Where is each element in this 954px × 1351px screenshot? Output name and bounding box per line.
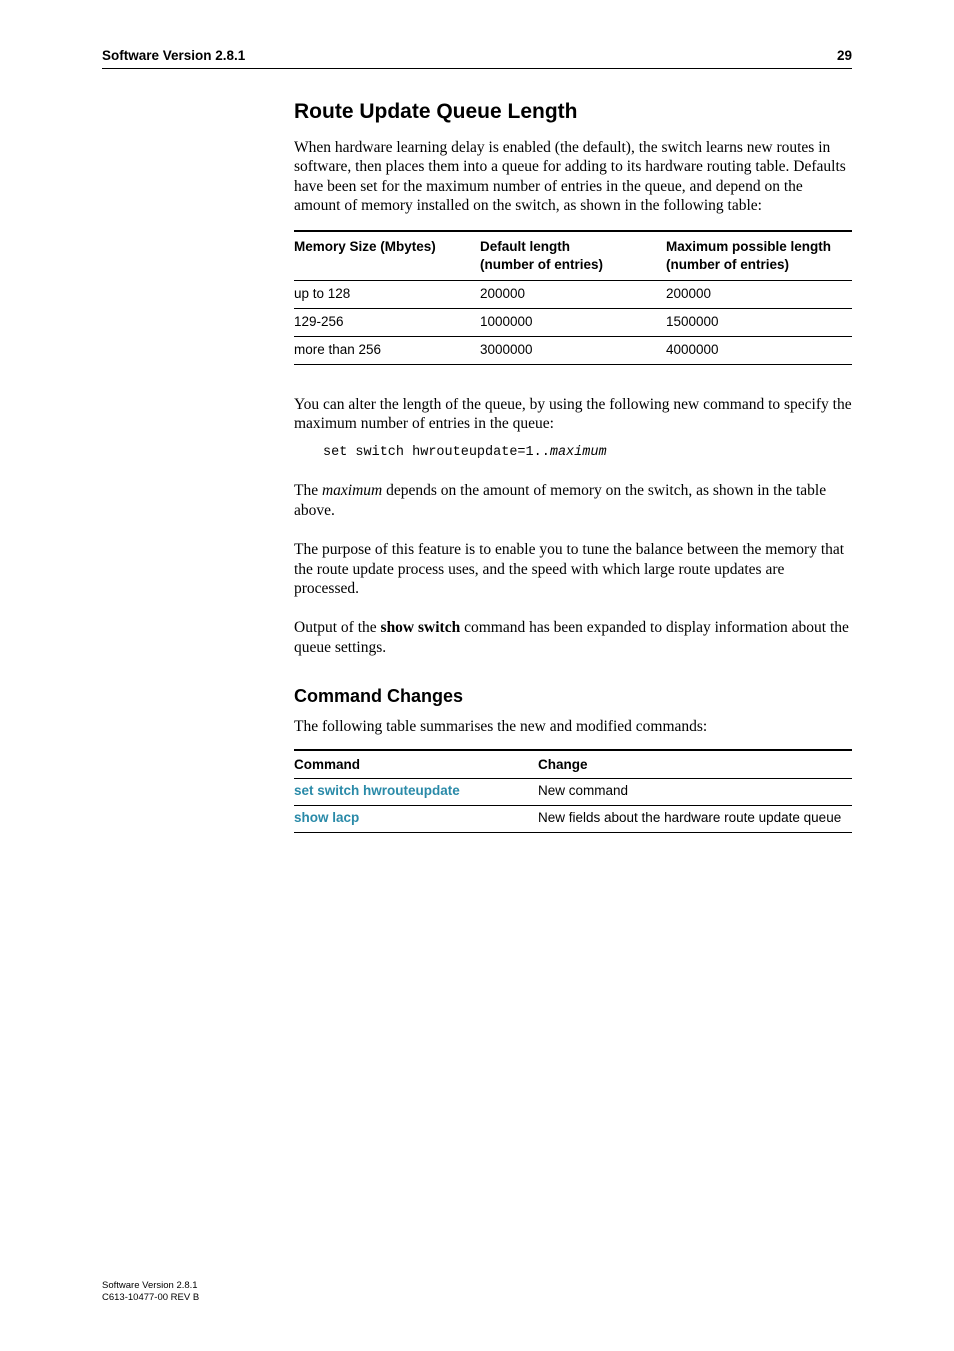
table-row bbox=[294, 308, 852, 336]
cell-default: 3000000 bbox=[480, 336, 666, 364]
alter-paragraph: You can alter the length of the queue, by using the following new command to specify the maximum number of entries in the queue: bbox=[294, 395, 852, 433]
maximum-text-post: depends on the amount of memory on the switch, as shown in the table above. bbox=[294, 482, 827, 519]
memory-table bbox=[294, 230, 852, 365]
header-maximum-length-line2: (number of entries) bbox=[666, 256, 790, 272]
page-header bbox=[102, 48, 852, 69]
cell-maximum: 200000 bbox=[666, 280, 852, 308]
footer-doc-code: C613-10477-00 REV B bbox=[102, 1292, 200, 1303]
page-number: 29 bbox=[836, 48, 852, 63]
cell-command bbox=[294, 805, 538, 832]
section-title-command-changes: Command Changes bbox=[294, 686, 464, 707]
header-change: Change bbox=[538, 750, 852, 779]
cell-change: New command bbox=[538, 778, 852, 805]
main-content bbox=[294, 96, 852, 833]
cell-memory: 129-256 bbox=[294, 308, 480, 336]
code-example bbox=[323, 443, 852, 463]
cell-default: 1000000 bbox=[480, 308, 666, 336]
header-default-length bbox=[480, 231, 666, 281]
table-header-row bbox=[294, 231, 852, 281]
output-paragraph bbox=[294, 618, 852, 657]
cell-memory: more than 256 bbox=[294, 336, 480, 364]
purpose-paragraph: The purpose of this feature is to enable you to tune the balance between the memory that the route update process uses, and the speed with which large route updates are processed. bbox=[294, 541, 845, 598]
cell-maximum: 4000000 bbox=[666, 336, 852, 364]
header-version: Software Version 2.8.1 bbox=[102, 48, 246, 63]
cell-change: New fields about the hardware route update queue bbox=[538, 805, 852, 832]
header-maximum-length bbox=[666, 231, 852, 281]
table-row bbox=[294, 805, 852, 832]
table-row bbox=[294, 280, 852, 308]
command-table bbox=[294, 749, 852, 833]
footer-version: Software Version 2.8.1 bbox=[102, 1280, 198, 1291]
output-text-post: command has been expanded to display information about the queue settings. bbox=[294, 619, 849, 656]
header-memory-size: Memory Size (Mbytes) bbox=[294, 231, 480, 281]
header-default-length-line2: (number of entries) bbox=[480, 256, 604, 272]
header-command: Command bbox=[294, 750, 538, 779]
code-argument: maximum bbox=[549, 445, 607, 461]
page-footer bbox=[102, 1280, 199, 1304]
cell-command bbox=[294, 778, 538, 805]
maximum-text-pre: The bbox=[294, 482, 322, 500]
header-maximum-length-line1: Maximum possible length bbox=[666, 238, 832, 254]
table-row bbox=[294, 778, 852, 805]
table-header-row bbox=[294, 750, 852, 779]
intro-paragraph: When hardware learning delay is enabled (the default), the switch learns new routes in software, then places them into a queue for adding to its hardware routing table. Defaults have been set for the maximum number of entries in the queue, and depend on the amount of memory installed on the switch, as shown in the following table: bbox=[294, 139, 846, 215]
cell-memory: up to 128 bbox=[294, 280, 480, 308]
section-title-route-update: Route Update Queue Length bbox=[294, 100, 578, 123]
cell-maximum: 1500000 bbox=[666, 308, 852, 336]
output-text-pre: Output of the bbox=[294, 619, 381, 637]
header-default-length-line1: Default length bbox=[480, 238, 570, 254]
output-command: show switch bbox=[380, 619, 461, 637]
command-link-show-lacp[interactable]: show lacp bbox=[294, 809, 360, 825]
code-command: set switch hwrouteupdate=1.. bbox=[323, 445, 550, 461]
cell-default: 200000 bbox=[480, 280, 666, 308]
command-changes-intro: The following table summarises the new and modified commands: bbox=[294, 718, 708, 736]
maximum-term: maximum bbox=[321, 482, 383, 500]
table-row bbox=[294, 336, 852, 364]
maximum-paragraph bbox=[294, 481, 852, 520]
command-link-set-switch-hwrouteupdate[interactable]: set switch hwrouteupdate bbox=[294, 782, 460, 798]
